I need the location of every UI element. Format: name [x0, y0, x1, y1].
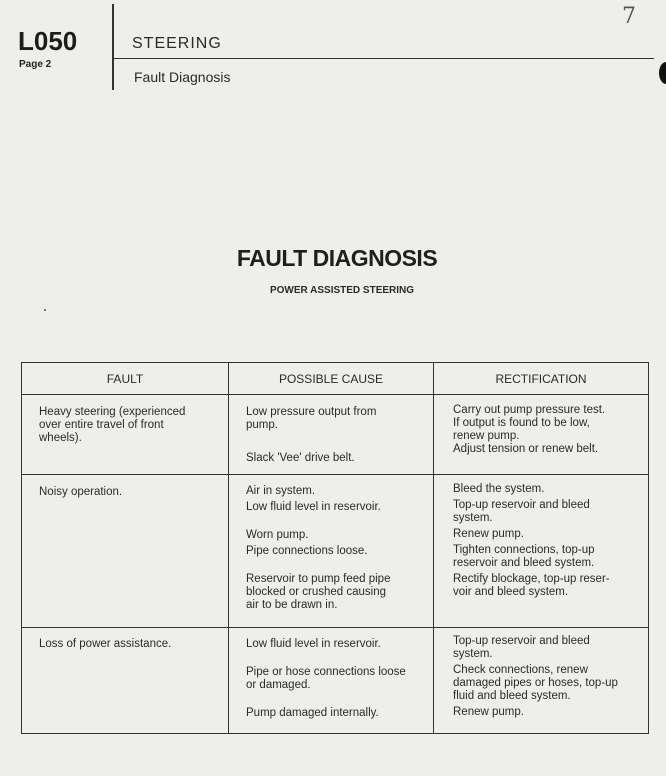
header-horizontal-rule: [112, 58, 654, 59]
page-title: FAULT DIAGNOSIS: [236, 245, 438, 271]
text-line: pump.: [246, 419, 278, 431]
section-title: STEERING: [132, 35, 222, 52]
text-line: Heavy steering (experienced: [39, 406, 186, 418]
text-line: system.: [453, 512, 493, 524]
text-line: Low fluid level in reservoir.: [246, 638, 381, 650]
cause-cell: [246, 638, 406, 720]
text-line: Low pressure output from: [246, 406, 377, 418]
text-line: Top-up reservoir and bleed: [453, 635, 590, 647]
binder-hole: [659, 62, 666, 84]
text-line: Noisy operation.: [39, 486, 123, 498]
text-line: Worn pump.: [246, 529, 309, 541]
subsection-title: Fault Diagnosis: [134, 69, 231, 85]
column-header-fault: FAULT: [106, 372, 144, 386]
text-line: Check connections, renew: [453, 664, 588, 676]
text-line: Pipe connections loose.: [246, 545, 368, 557]
text-line: Tighten connections, top-up: [453, 544, 595, 556]
column-header-rectification: RECTIFICATION: [495, 372, 587, 386]
text-line: reservoir and bleed system.: [453, 557, 595, 569]
text-line: voir and bleed system.: [453, 586, 569, 598]
text-line: Adjust tension or renew belt.: [453, 443, 599, 455]
text-line: Slack 'Vee' drive belt.: [246, 452, 355, 464]
speck: [44, 309, 46, 311]
text-line: Rectify blockage, top-up reser-: [453, 573, 610, 585]
text-line: over entire travel of front: [39, 419, 164, 431]
text-line: damaged pipes or hoses, top-up: [453, 677, 618, 689]
row-divider: [22, 474, 648, 475]
rectification-cell: [453, 635, 618, 719]
text-line: Bleed the system.: [453, 483, 545, 495]
text-line: wheels).: [39, 432, 82, 444]
text-line: If output is found to be low,: [453, 417, 590, 429]
fault-cell: [39, 486, 122, 499]
fault-diagnosis-table: [21, 362, 649, 734]
text-line: Carry out pump pressure test.: [453, 404, 606, 416]
text-line: Reservoir to pump feed pipe: [246, 573, 391, 585]
text-line: Low fluid level in reservoir.: [246, 501, 381, 513]
text-line: air to be drawn in.: [246, 599, 338, 611]
text-line: Top-up reservoir and bleed: [453, 499, 590, 511]
cause-cell: [246, 406, 376, 465]
column-divider: [433, 363, 434, 733]
text-line: Pump damaged internally.: [246, 707, 379, 719]
column-header-possible-cause: POSSIBLE CAUSE: [278, 372, 384, 386]
page-subtitle: POWER ASSISTED STEERING: [269, 285, 415, 296]
text-line: system.: [453, 648, 493, 660]
row-divider: [22, 627, 648, 628]
text-line: Air in system.: [246, 485, 316, 497]
text-line: Pipe or hose connections loose: [246, 666, 406, 678]
text-line: Loss of power assistance.: [39, 638, 172, 650]
text-line: or damaged.: [246, 679, 311, 691]
cause-cell: [246, 485, 390, 612]
manual-code: L050: [18, 26, 78, 56]
text-line: Renew pump.: [453, 528, 524, 540]
text-line: blocked or crushed causing: [246, 586, 386, 598]
fault-cell: [39, 406, 185, 445]
page-number: Page 2: [19, 59, 52, 70]
rectification-cell: [453, 483, 610, 599]
header-vertical-rule: [112, 4, 114, 90]
rectification-cell: [453, 404, 605, 456]
text-line: Renew pump.: [453, 706, 524, 718]
text-line: fluid and bleed system.: [453, 690, 571, 702]
text-line: renew pump.: [453, 430, 520, 442]
column-divider: [228, 363, 229, 733]
handwritten-page-mark: 7: [622, 4, 636, 29]
fault-cell: [39, 638, 171, 651]
header-row-divider: [22, 394, 648, 395]
